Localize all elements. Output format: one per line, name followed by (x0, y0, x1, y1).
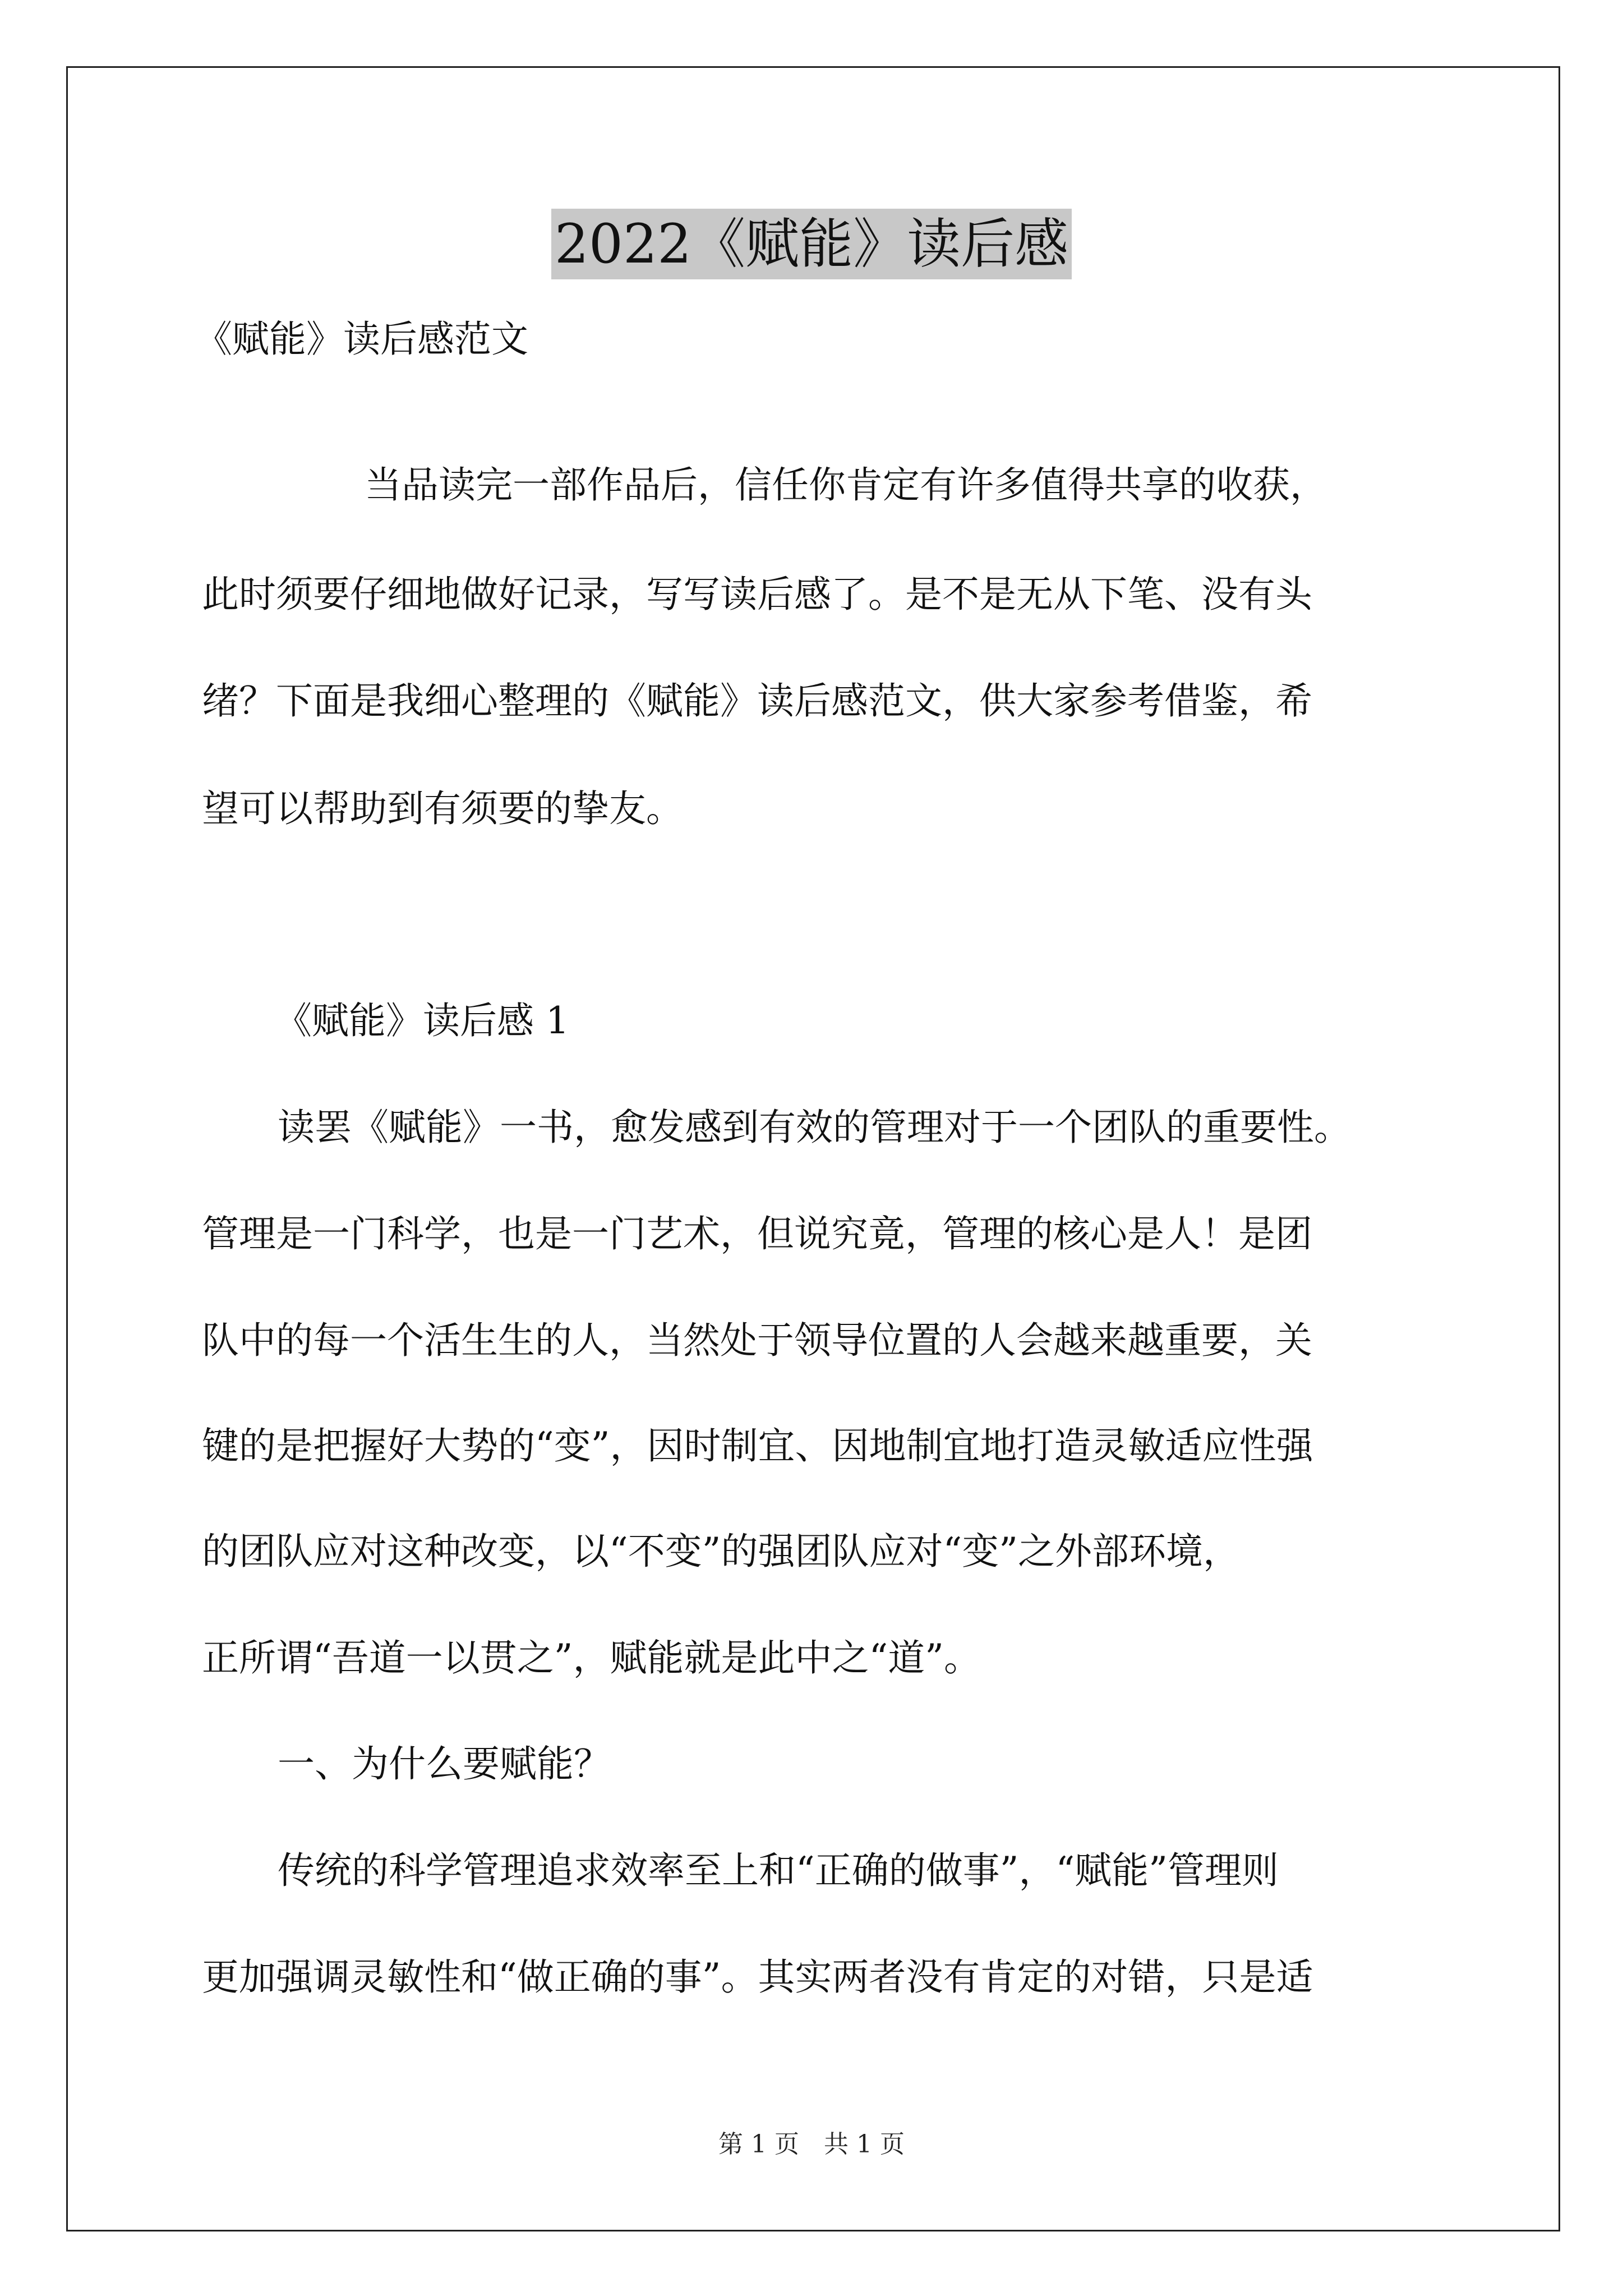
intro-line: 绪？下面是我细心整理的《赋能》读后感范文，供大家参考借鉴，希 (202, 679, 1312, 723)
paragraph-line: 管理是一门科学，也是一门艺术，但说究竟，管理的核心是人！是团 (202, 1212, 1312, 1255)
title-block (0, 209, 1623, 279)
document-subtitle: 《赋能》读后感范文 (195, 318, 528, 361)
intro-line: 此时须要仔细地做好记录，写写读后感了。是不是无从下笔、没有头 (202, 573, 1312, 616)
question-heading: 一、为什么要赋能？ (278, 1742, 611, 1786)
intro-line: 当品读完一部作品后，信任你肯定有许多值得共享的收获， (365, 463, 1327, 507)
paragraph-line: 传统的科学管理追求效率至上和“正确的做事”，“赋能”管理则 (278, 1849, 1279, 1892)
document-title: 2022《赋能》读后感 (551, 209, 1072, 279)
paragraph-line: 更加强调灵敏性和“做正确的事”。其实两者没有肯定的对错，只是适 (202, 1955, 1313, 1999)
paragraph-line: 读罢《赋能》一书，愈发感到有效的管理对于一个团队的重要性。 (278, 1106, 1351, 1149)
page-footer (0, 2129, 1623, 2160)
section-heading: 《赋能》读后感 1 (275, 999, 569, 1042)
page-number-total: 共 1 页 (824, 2130, 905, 2159)
intro-line: 望可以帮助到有须要的挚友。 (202, 787, 683, 830)
paragraph-line: 队中的每一个活生生的人，当然处于领导位置的人会越来越重要，关 (202, 1319, 1312, 1362)
paragraph-line: 正所谓“吾道一以贯之”，赋能就是此中之“道”。 (202, 1636, 981, 1680)
paragraph-line: 的团队应对这种改变，以“不变”的强团队应对“变”之外部环境， (202, 1530, 1240, 1573)
page-number-current: 第 1 页 (718, 2130, 799, 2159)
paragraph-line: 键的是把握好大势的“变”，因时制宜、因地制宜地打造灵敏适应性强 (202, 1424, 1313, 1467)
